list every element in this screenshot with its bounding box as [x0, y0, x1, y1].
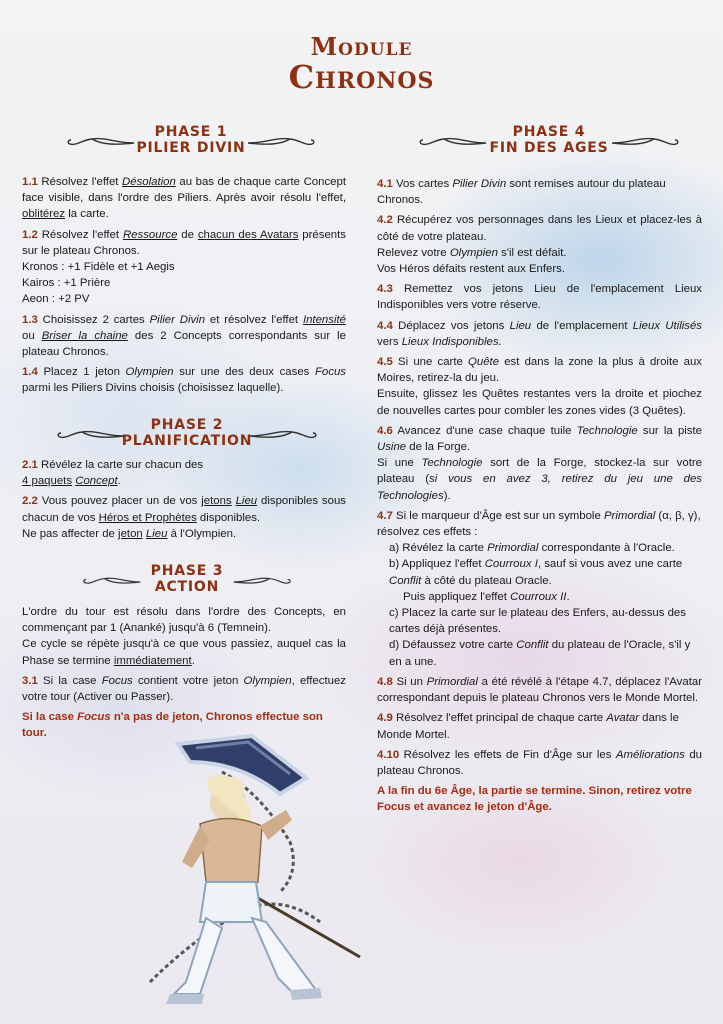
phase4-label: PHASE 4: [512, 124, 586, 140]
phase1-heading: [66, 124, 316, 156]
rule-4-7: 4.7 Si le marqueur d'Âge est sur un symbole Primordial (α, β, γ), résolvez ces effets :: [377, 509, 701, 539]
rule-3-1: 3.1 Si la case Focus contient votre jeton Olympien, effectuez votre tour (Activer ou Passer).: [22, 674, 346, 704]
module-title-line2: Chronos: [288, 58, 435, 96]
flourish-right-icon: [610, 136, 680, 150]
rule-4-5-quetes: Ensuite, glissez les Quêtes restantes vers la droite et piochez de nouvelles cartes pour combler les zones vides (3 Quêtes).: [377, 388, 702, 417]
kairos-line: Kairos : +1 Prière: [22, 277, 111, 290]
rule-4-2-olympien: Relevez votre Olympien s'il est défait.: [377, 246, 567, 259]
phase3-label: PHASE 3: [150, 563, 224, 579]
phase2-body: [22, 457, 346, 542]
phase3-heading: [82, 563, 292, 595]
phase2-subtitle: PLANIFICATION: [121, 433, 253, 449]
rule-1-4: 1.4 Placez 1 jeton Olympien sur une des deux cases Focus parmi les Piliers Divins choisis (choisissez laquelle).: [22, 366, 346, 395]
rule-4-7-d: d) Défaussez votre carte Conflit du plateau de l'Oracle, s'il y en a une.: [389, 639, 691, 668]
rule-1-2: 1.2 Résolvez l'effet Ressource de chacun des Avatars présents sur le plateau Chronos.: [22, 228, 346, 257]
phase2-heading: [56, 417, 318, 449]
hero-illustration: [130, 732, 380, 1024]
rule-2-2-note: Ne pas affecter de jeton Lieu à l'Olympien.: [22, 527, 237, 540]
rule-1-3: 1.3 Choisissez 2 cartes Pilier Divin et résolvez l'effet Intensité ou Briser la chaine des 2 Concepts correspondants sur le plateau Chronos.: [22, 313, 346, 359]
rule-2-1: 2.1 Révélez la carte sur chacun des 4 paquets Concept.: [22, 459, 204, 488]
rule-4-7-b: b) Appliquez l'effet Courroux I, sauf si vous avez une carte Conflit à côté du plateau Oracle.: [389, 558, 683, 587]
rule-4-5: 4.5 Si une carte Quête est dans la zone la plus à droite aux Moires, retirez-la du jeu.: [377, 356, 702, 385]
phase3-intro: L'ordre du tour est résolu dans l'ordre des Concepts, en commençant par 1 (Ananké) jusqu'à 6 (Temnein).: [22, 606, 346, 635]
phase4-subtitle: FIN DES AGES: [489, 140, 609, 156]
module-title-line1: Module: [310, 32, 413, 61]
phase3-cycle: Ce cycle se répète jusqu'à ce que vous passiez, auquel cas la Phase se termine immédiatement.: [22, 638, 346, 667]
rule-4-2: 4.2 Récupérez vos personnages dans les Lieux et placez-les à côté de votre plateau.: [377, 214, 702, 243]
phase4-body: [377, 176, 702, 816]
rule-1-1: 1.1 Résolvez l'effet Désolation au bas de chaque carte Concept face visible, dans l'ordre des Piliers. Après avoir résolu l'effet, oblitérez la carte.: [22, 176, 346, 221]
rule-4-6: 4.6 Avancez d'une case chaque tuile Technologie sur la piste Usine de la Forge.: [377, 424, 702, 454]
phase1-subtitle: PILIER DIVIN: [136, 140, 246, 156]
phase3-body: [22, 604, 346, 742]
phase1-body: [22, 174, 346, 397]
rule-4-7-a: a) Révélez la carte Primordial correspondante à l'Oracle.: [389, 542, 675, 555]
rule-4-7-b-courroux: Puis appliquez l'effet Courroux II.: [403, 590, 570, 603]
rule-4-1: 4.1 Vos cartes Pilier Divin sont remises autour du plateau Chronos.: [377, 178, 666, 207]
phase1-label: PHASE 1: [154, 124, 228, 140]
flourish-left-icon: [418, 136, 488, 150]
rule-4-6-forge: Si une Technologie sort de la Forge, stockez-la sur votre plateau (si vous en avez 3, retirez du jeu une des Technologies).: [377, 457, 703, 502]
kronos-line: Kronos : +1 Fidèle et +1 Aegis: [22, 261, 175, 274]
rule-4-8: 4.8 Si un Primordial a été révélé à l'étape 4.7, déplacez l'Avatar correspondant depuis le plateau Chronos vers le Monde Mortel.: [377, 675, 702, 705]
rule-3-chronos: Si la case Focus n'a pas de jeton, Chronos effectue son tour.: [22, 711, 323, 740]
flourish-left-icon: [66, 136, 136, 150]
flourish-left-icon: [56, 429, 126, 443]
flourish-right-icon: [248, 429, 318, 443]
phase4-heading: [418, 124, 680, 156]
rule-4-7-c: c) Placez la carte sur le plateau des Enfers, au-dessus des cartes déjà présentes.: [389, 607, 686, 636]
flourish-right-icon: [232, 575, 292, 589]
phase3-subtitle: ACTION: [154, 579, 220, 595]
rule-4-4: 4.4 Déplacez vos jetons Lieu de l'emplacement Lieux Utilisés vers Lieux Indisponibles.: [377, 319, 703, 348]
warrior-figure-icon: [166, 775, 322, 1004]
rule-4-2-heros: Vos Héros défaits restent aux Enfers.: [377, 263, 566, 276]
phase2-label: PHASE 2: [150, 417, 224, 433]
aeon-line: Aeon : +2 PV: [22, 293, 90, 306]
rule-4-3: 4.3 Remettez vos jetons Lieu de l'emplacement Lieux Indisponibles vers votre réserve.: [377, 283, 702, 312]
flourish-right-icon: [246, 136, 316, 150]
rule-4-9: 4.9 Résolvez l'effet principal de chaque carte Avatar dans le Monde Mortel.: [377, 712, 679, 741]
end-of-game-note: A la fin du 6e Âge, la partie se termine. Sinon, retirez votre Focus et avancez le jeton d'Âge.: [377, 785, 692, 814]
rule-2-2: 2.2 Vous pouvez placer un de vos jetons Lieu disponibles sous chacun de vos Héros et Prophètes disponibles.: [22, 495, 346, 524]
rule-4-10: 4.10 Résolvez les effets de Fin d'Âge sur les Améliorations du plateau Chronos.: [377, 748, 702, 777]
flourish-left-icon: [82, 575, 142, 589]
